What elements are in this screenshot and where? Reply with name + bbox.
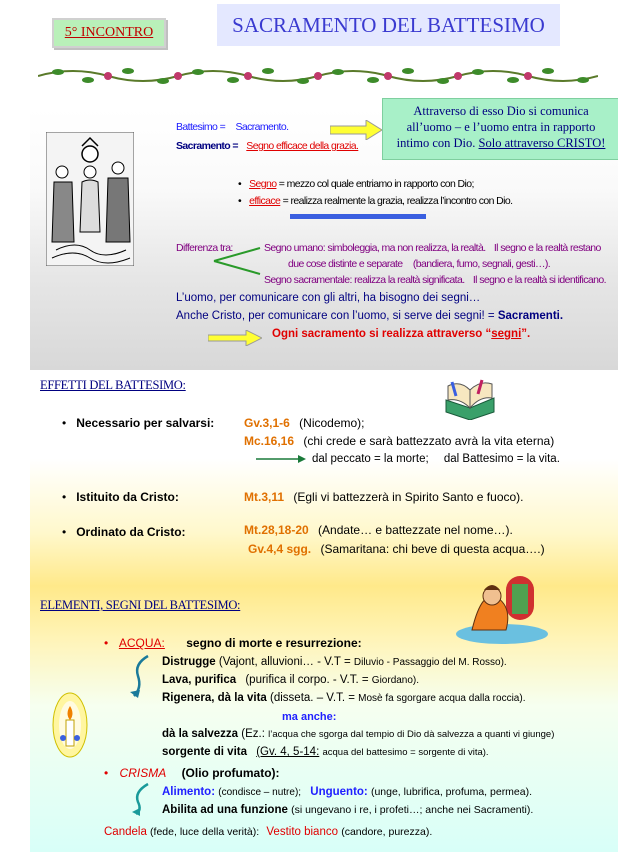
praying-figure-icon: [452, 568, 552, 648]
callout-box: Attraverso di esso Dio si comunica all’uomo – e l’uomo entra in rapporto intimo con Dio. Solo attraverso CRISTO!: [382, 98, 618, 160]
effect-ref-gv44: Gv.4,4 sgg. (Samaritana: chi beve di questa acqua….): [248, 542, 545, 556]
acqua-rigenera: Rigenera, dà la vita (disseta. – V.T. = Mosè fa sgorgare acqua dalla roccia).: [162, 692, 526, 704]
difference-label: Differenza tra:: [176, 242, 233, 254]
effect-item-istituito: • Istituito da Cristo:: [62, 490, 179, 504]
crisma-alimento: Alimento: (condisce – nutre); Unguento: (unge, lubrifica, profuma, permea).: [162, 786, 533, 798]
crisma-abilita: Abilita ad una funzione (si ungevano i re, i profeti…; anche nei Sacramenti).: [162, 804, 534, 816]
candle-icon: [50, 690, 90, 760]
open-book-icon: [442, 378, 498, 420]
acqua-distrugge: Distrugge (Vajont, alluvioni… - V.T = Diluvio - Passaggio del M. Rosso).: [162, 656, 507, 668]
sacramento-definition: Sacramento = Segno efficace della grazia.: [176, 140, 359, 152]
vine-garland-decoration: [38, 62, 598, 90]
effect-ref-mt2818: Mt.28,18-20 (Andate… e battezzate nel nome…).: [244, 523, 513, 537]
branch-arrows-icon: [210, 244, 264, 278]
human-sign-line1: Segno umano: simboleggia, ma non realizza, la realtà. Il segno e la realtà restano: [264, 242, 601, 254]
effect-death-life-line: dal peccato = la morte; dal Battesimo = la vita.: [312, 453, 560, 465]
acqua-lava: Lava, purifica (purifica il corpo. - V.T. = Giordano).: [162, 674, 420, 686]
green-arrow-icon: [256, 454, 306, 464]
acqua-sorgente: sorgente di vita (Gv. 4, 5-14: acqua del battesimo = sorgente di vita).: [162, 746, 489, 758]
sacramental-sign-line: Segno sacramentale: realizza la realtà significata. Il segno e la realtà si identificano.: [264, 274, 606, 286]
human-communication-line: L’uomo, per comunicare con gli altri, ha bisogno dei segni…: [176, 292, 481, 304]
page-title: SACRAMENTO DEL BATTESIMO: [217, 4, 560, 46]
meeting-label: 5° INCONTRO: [52, 18, 166, 48]
elements-section-title: ELEMENTI, SEGNI DEL BATTESIMO:: [40, 598, 241, 612]
christ-communication-line: Anche Cristo, per comunicare con l’uomo, si serve dei segni! = Sacramenti.: [176, 310, 564, 322]
effect-ref-mc1616: Mc.16,16 (chi crede e sarà battezzato avrà la vita eterna): [244, 434, 555, 448]
crisma-heading: • CRISMA (Olio profumato):: [104, 766, 280, 780]
human-sign-line2: due cose distinte e separate (bandiera, fumo, segnali, gesti…).: [288, 258, 551, 270]
effect-ref-gv31: Gv.3,1-6 (Nicodemo);: [244, 416, 365, 430]
divider-bar: [290, 214, 426, 219]
effect-ref-mt311: Mt.3,11 (Egli vi battezzerà in Spirito Santo e fuoco).: [244, 490, 524, 504]
curved-arrow-icon-2: [132, 782, 154, 818]
yellow-arrow-icon: [330, 120, 382, 140]
every-sacrament-line: Ogni sacramento si realizza attraverso “segni”.: [272, 328, 531, 340]
effects-section-title: EFFETTI DEL BATTESIMO:: [40, 378, 186, 392]
effect-item-necessario: • Necessario per salvarsi:: [62, 416, 215, 430]
candela-vestito-line: Candela (fede, luce della verità): Vestito bianco (candore, purezza).: [104, 826, 433, 838]
acqua-salvezza: dà la salvezza (Ez.: l’acqua che sgorga dal tempio di Dio dà salvezza a quanti vi giunge): [162, 728, 555, 740]
battesimo-definition: Battesimo = Sacramento.: [176, 121, 289, 133]
effect-item-ordinato: • Ordinato da Cristo:: [62, 525, 186, 539]
efficace-definition: • efficace = realizza realmente la grazia, realizza l’incontro con Dio.: [238, 195, 512, 207]
ma-anche-label: ma anche:: [282, 711, 337, 723]
yellow-arrow-icon-2: [208, 330, 262, 346]
curved-arrow-icon: [130, 652, 154, 700]
acqua-heading: • ACQUA: segno di morte e resurrezione:: [104, 636, 362, 650]
segno-definition: • Segno = mezzo col quale entriamo in rapporto con Dio;: [238, 178, 474, 190]
baptism-of-christ-illustration: [46, 132, 134, 266]
